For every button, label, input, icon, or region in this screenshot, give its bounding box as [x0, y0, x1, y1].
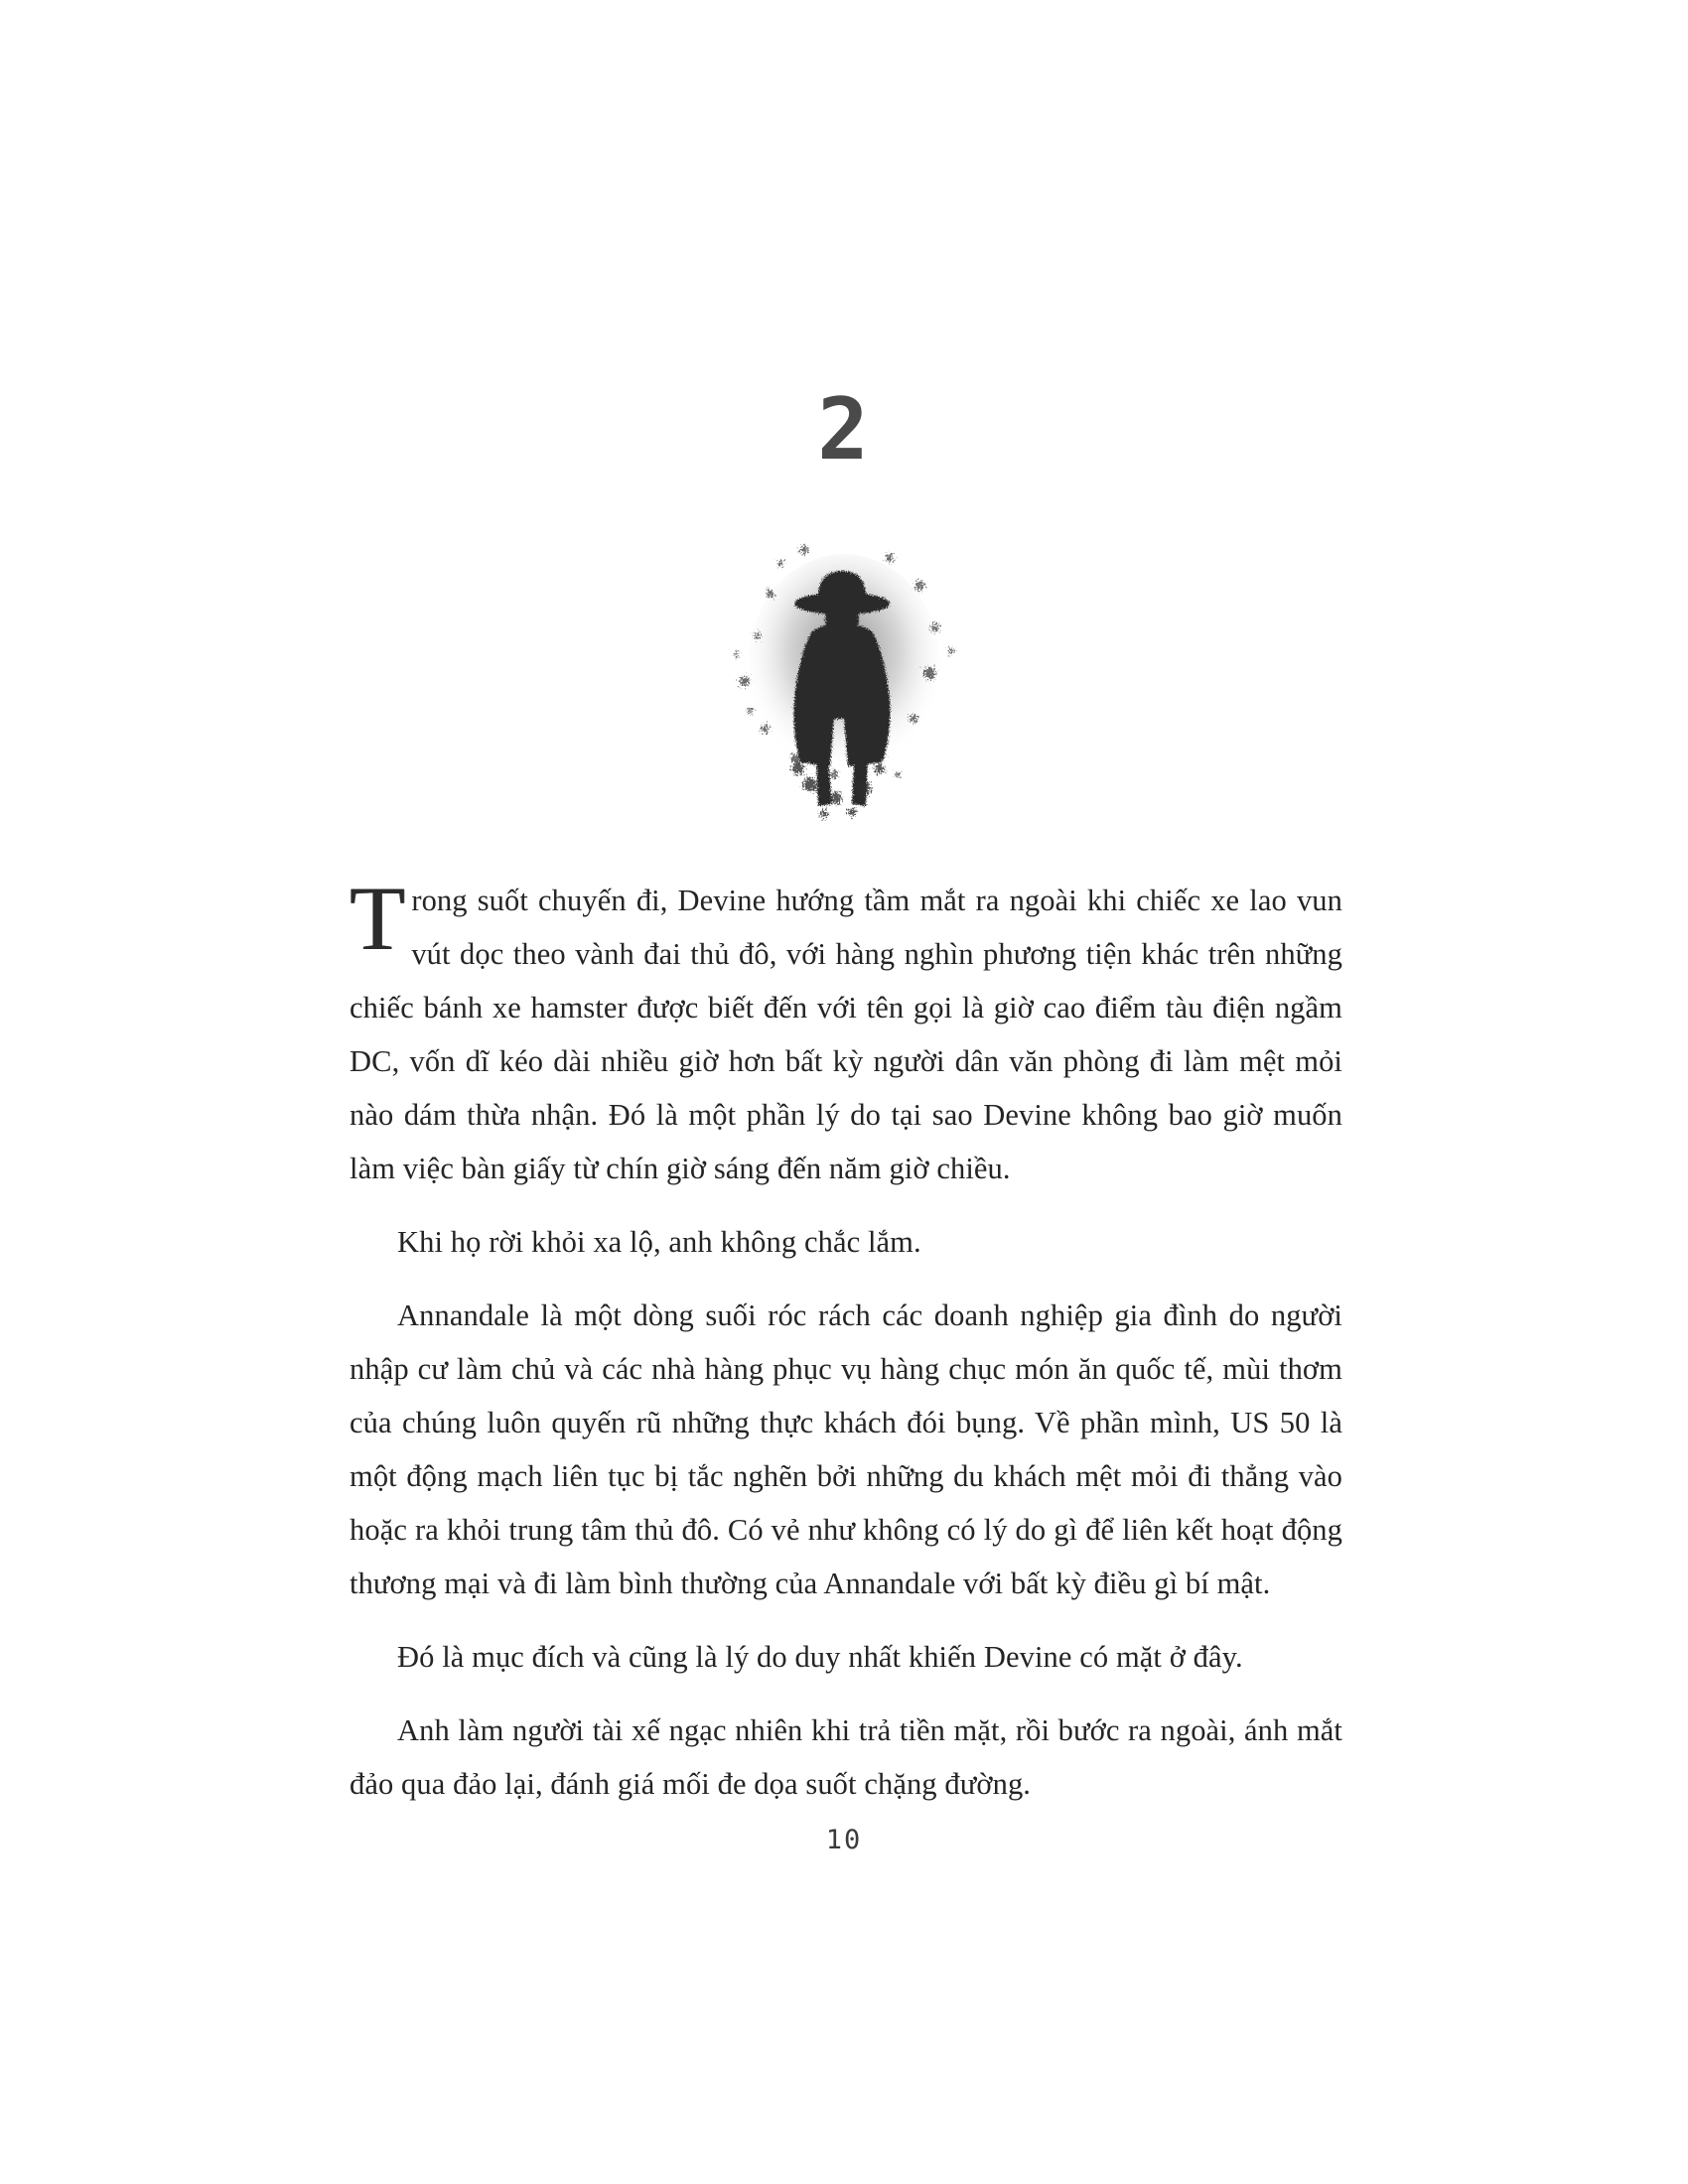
paragraph: Khi họ rời khỏi xa lộ, anh không chắc lắm. [397, 1225, 921, 1259]
paragraph: Anh làm người tài xế ngạc nhiên khi trả tiền mặt, rồi bước ra ngoài, ánh mắt đảo qua đảo lại, đánh giá mối đe dọa suốt chặng đường. [350, 1713, 1342, 1801]
paragraph [350, 868, 1342, 1195]
paragraph-text: rong suốt chuyến đi, Devine hướng tầm mắt ra ngoài khi chiếc xe lao vun vút dọc theo vành đai thủ đô, với hàng nghìn phương tiện khác trên những chiếc bánh xe hamster được biết đến với tên gọi là giờ cao điểm tàu điện ngầm DC, vốn dĩ kéo dài nhiều giờ hơn bất kỳ người dân văn phòng đi làm mệt mỏi nào dám thừa nhận. Đó là một phần lý do tại sao Devine không bao giờ muốn làm việc bàn giấy từ chín giờ sáng đến năm giờ chiều. [350, 884, 1342, 1185]
body-text-column [350, 868, 1342, 1811]
drop-cap: T [350, 868, 406, 969]
page-number: 10 [825, 1825, 863, 1855]
paragraph: Đó là mục đích và cũng là lý do duy nhất khiến Devine có mặt ở đây. [397, 1640, 1243, 1674]
chapter-number: 2 [0, 387, 1688, 473]
man-in-hat-ink-splatter-illustration [685, 524, 1003, 822]
paragraph: Annandale là một dòng suối róc rách các doanh nghiệp gia đình do người nhập cư làm chủ và các nhà hàng phục vụ hàng chục món ăn quốc tế, mùi thơm của chúng luôn quyến rũ những thực khách đói bụng. Về phần mình, US 50 là một động mạch liên tục bị tắc nghẽn bởi những du khách mệt mỏi đi thẳng vào hoặc ra khỏi trung tâm thủ đô. Có vẻ như không có lý do gì để liên kết hoạt động thương mại và đi làm bình thường của Annandale với bất kỳ điều gì bí mật. [350, 1298, 1342, 1600]
